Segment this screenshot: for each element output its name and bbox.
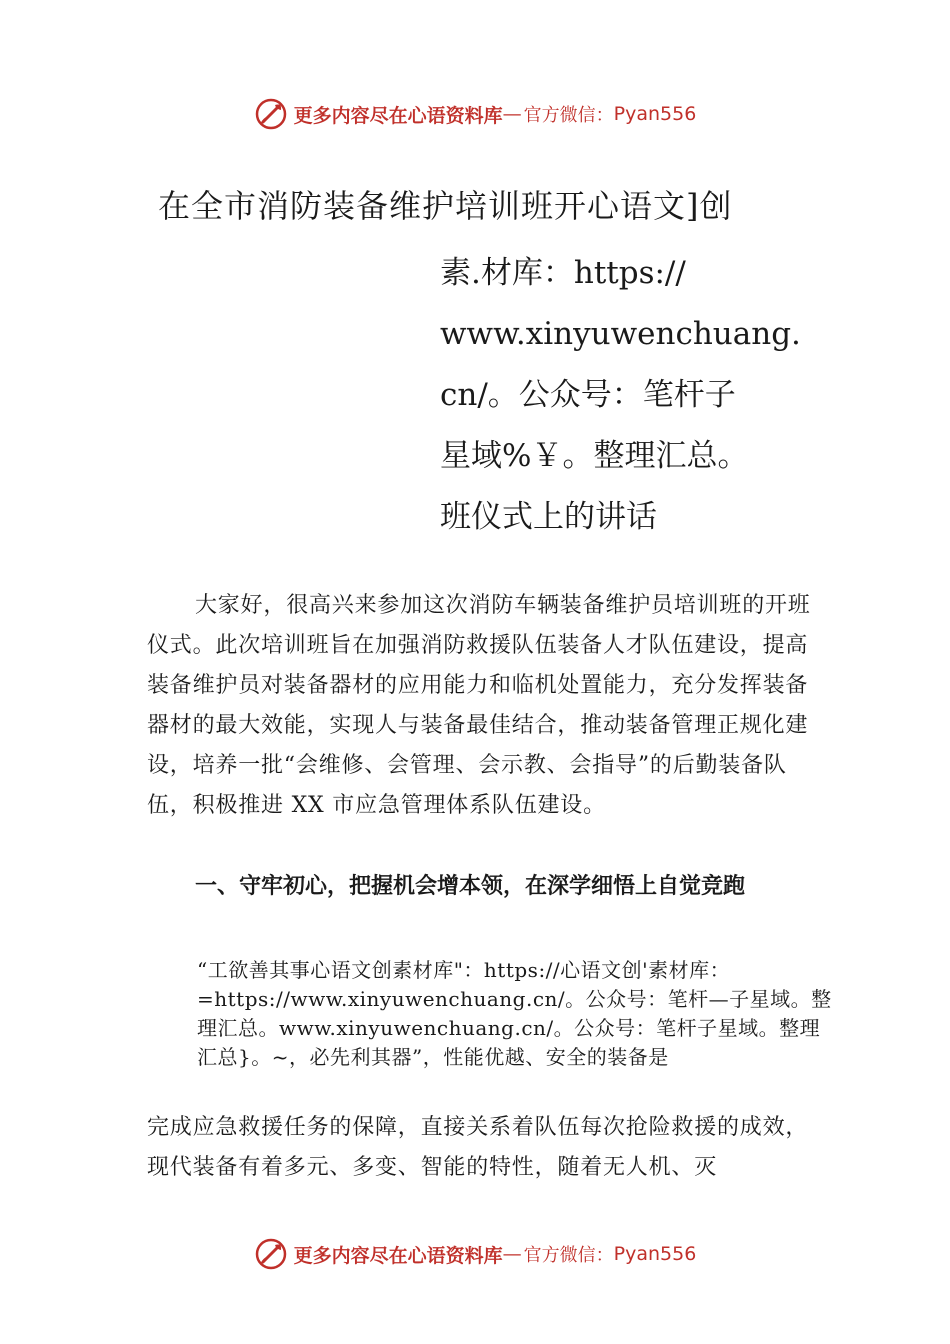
body-paragraph-2: 完成应急救援任务的保障，直接关系着队伍每次抢险救援的成效，现代装备有着多元、多变、智能的特性，随着无人机、灭 [147,1115,809,1180]
banner-wechat-label: 官方微信： [523,105,614,126]
title-line-4: 星域%￥。整理汇总。 [440,438,749,474]
banner-wechat-label: 官方微信： [523,1245,614,1266]
banner-wechat-id: Pyan556 [613,1243,697,1265]
section-heading-1: 一、守牢初心，把握机会增本领，在深学细悟上自觉竞跑 [195,874,746,899]
title-line-3: cn/。公众号：笔杆子 [440,377,736,413]
quill-seal-icon [254,97,288,131]
title-line-2: www.xinyuwenchuang. [440,316,801,352]
banner-separator: — [502,1243,522,1265]
banner-brand-text: 更多内容尽在心语资料库 [293,104,503,127]
opening-paragraph: 大家好，很高兴来参加这次消防车辆装备维护员培训班的开班仪式。此次培训班旨在加强消防救援队伍装备人才队伍建设，提高装备维护员对装备器材的应用能力和临机处置能力，充分发挥装备器材的最大效能，实现人与装备最佳结合，推动装备管理正规化建设，培养一批“会维修、会管理、会示教、会指导”的后勤装备队伍，积极推进 XX 市应急管理体系队伍建设。 [147,593,811,818]
document-title-continuation [440,243,800,548]
banner-separator: — [502,103,522,125]
quoted-block: “工欲善其事心语文创素材库"：https://心语文创'素材库：=https://www.xinyuwenchuang.cn/。公众号：笔杆—子星域。整理汇总。www.xinyuwenchuang.cn/。公众号：笔杆子星域。整理汇总}。~，必先利其器”，性能优越、安全的装备是 [197,958,832,1069]
header-banner [0,92,950,136]
footer-banner [0,1232,950,1276]
banner-wechat-id: Pyan556 [613,103,697,125]
banner-brand-text: 更多内容尽在心语资料库 [293,1244,503,1267]
title-line-1: 素.材库：https:// [440,255,686,291]
document-title: 在全市消防装备维护培训班开心语文]创 [158,187,733,225]
title-line-5: 班仪式上的讲话 [440,499,657,535]
quill-seal-icon [254,1237,288,1271]
